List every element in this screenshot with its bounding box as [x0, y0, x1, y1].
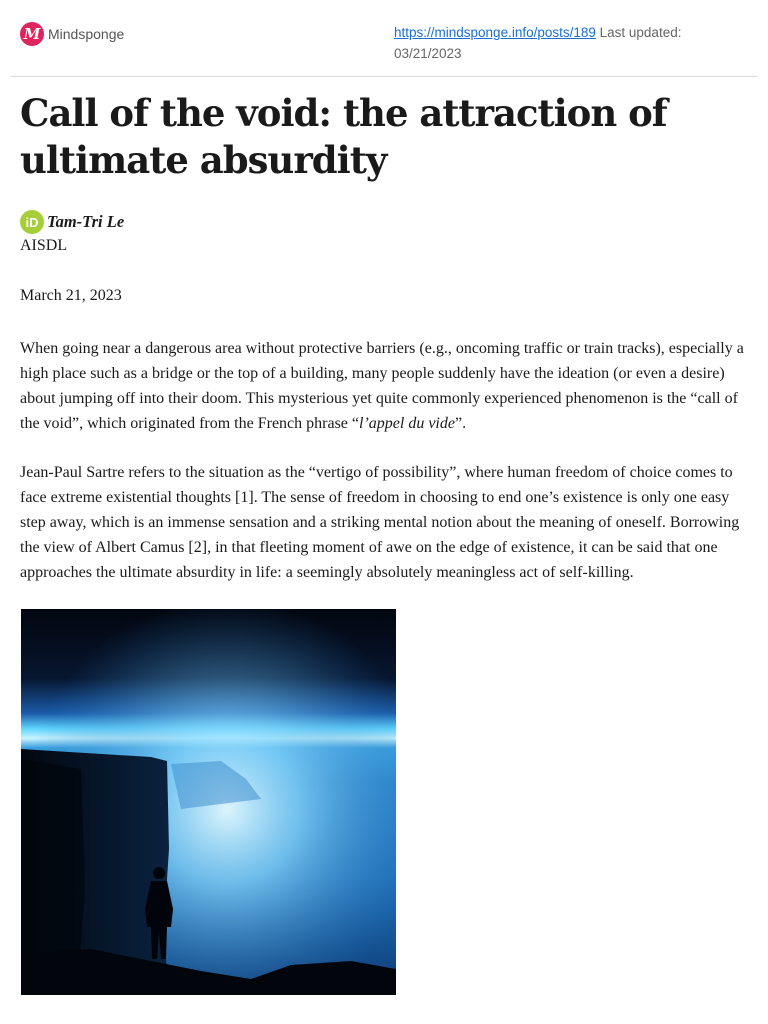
- post-meta: [394, 22, 724, 64]
- brand-name: Mindsponge: [48, 26, 125, 42]
- paragraph-1-end: ”.: [454, 415, 467, 432]
- mindsponge-logo-icon: M: [20, 22, 44, 46]
- page-header: [0, 0, 768, 78]
- orcid-icon[interactable]: iD: [20, 210, 44, 234]
- post-url-link[interactable]: https://mindsponge.info/posts/189: [394, 25, 596, 40]
- author-name: Tam-Tri Le: [47, 212, 125, 231]
- last-updated-text: Last updated: 03/21/2023: [394, 25, 682, 61]
- brand[interactable]: [20, 22, 124, 46]
- publication-date: March 21, 2023: [20, 287, 122, 304]
- article-paragraph-1: [20, 336, 755, 436]
- paragraph-1-text: When going near a dangerous area without protective barriers (e.g., oncoming traffic or train tracks), especially a high place such as a bridge or the top of a building, many people suddenly have the ideation (or even a desire) about jumping off into their doom. This mysterious yet quite commonly experienced phenomenon is the “call of the void”, which originated from the French phrase “: [20, 340, 744, 432]
- header-divider: [10, 76, 758, 77]
- article-paragraph-2: Jean-Paul Sartre refers to the situation as the “vertigo of possibility”, where human freedom of choice comes to face extreme existential thoughts [1]. The sense of freedom in choosing to end one’s existence is only one easy step away, which is an immense sensation and a striking mental notion about the meaning of oneself. Borrowing the view of Albert Camus [2], in that fleeting moment of awe on the edge of existence, it can be said that one approaches the ultimate absurdity in life: a seemingly absolutely meaningless act of self-killing.: [20, 464, 740, 581]
- author-line: [20, 210, 124, 234]
- article-title: Call of the void: the attraction of ultimate absurdity: [20, 91, 667, 182]
- author-affiliation: AISDL: [20, 237, 68, 254]
- paragraph-1-italic-phrase: l’appel du vide: [359, 415, 455, 432]
- article-illustration: [21, 609, 396, 995]
